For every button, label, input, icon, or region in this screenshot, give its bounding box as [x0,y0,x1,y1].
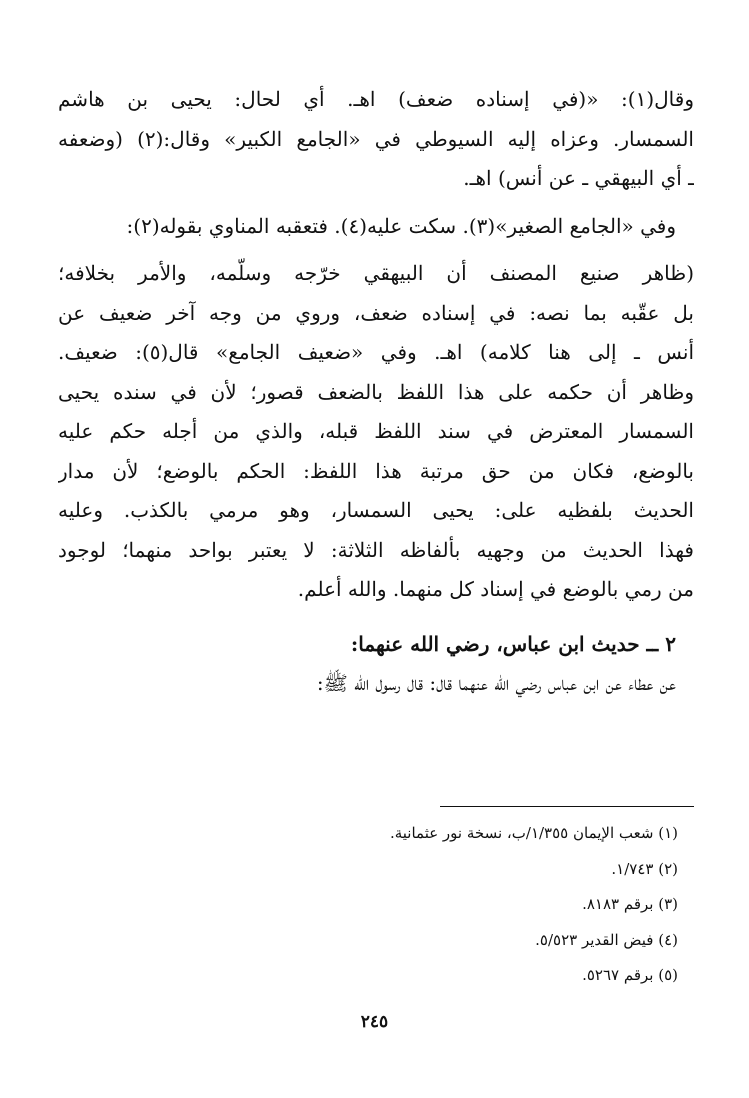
text-line: السمسار المعترض في سند اللفظ قبله، والذي من أجله حكم عليه [58,419,694,443]
footnote: (٥) برقم ٥٢٦٧. [582,966,678,984]
text-line: وقال(١): «(في إسناده ضعف) اهـ. أي لحال: يحيى بن هاشم [58,87,694,111]
text-line: السمسار. وعزاه إليه السيوطي في «الجامع الكبير» وقال:(٢) (وضعفه [58,126,694,151]
text-line: بل عقّبه بما نصه: في إسناده ضعف، وروي من وجه آخر ضعيف عن [58,300,694,325]
footnote: (١) شعب الإيمان ١/٣٥٥/ب، نسخة نور عثمانية. [389,824,678,842]
footnote: (٣) برقم ٨١٨٣. [582,895,678,913]
footnote: (٢) ١/٧٤٣. [611,859,678,878]
text-line: بالوضع، فكان من حق مرتبة هذا اللفظ: الحكم بالوضع؛ لأن مدار [58,458,694,483]
main-text [58,80,694,703]
page-number: ٢٤٥ [360,1012,389,1032]
section-heading: ٢ ــ حديث ابن عباس، رضي الله عنهما: [350,631,676,656]
text-line: أنس ـ إلى هنا كلامه) اهـ. وفي «ضعيف الجامع» قال(٥): ضعيف. [58,340,694,364]
text-line: وفي «الجامع الصغير»(٣). سكت عليه(٤). فتعقبه المناوي بقوله(٢): [126,213,676,238]
text-line: عن عطاء عن ابن عباس رضي الله عنهما قال: قال رسول الله ﷺ: [316,670,676,695]
footnote-divider [440,806,694,807]
text-line: الحديث بلفظيه على: يحيى السمسار، وهو مرمي بالكذب. وعليه [58,498,694,522]
text-line: من رمي بالوضع في إسناد كل منهما. والله أعلم. [297,577,694,601]
text-line: (ظاهر صنيع المصنف أن البيهقي خرّجه وسلّمه، والأمر بخلافه؛ [58,261,694,285]
footnote: (٤) فيض القدير ٥/٥٢٣. [535,930,678,949]
text-line: وظاهر أن حكمه على هذا اللفظ بالضعف قصور؛ لأن في سنده يحيى [58,379,694,404]
text-line: فهذا الحديث من وجهيه بألفاظه الثلاثة: لا يعتبر بواحد منهما؛ لوجود [58,537,694,562]
text-line: ـ أي البيهقي ـ عن أنس) اهـ. [463,166,694,190]
footnotes [58,816,678,994]
